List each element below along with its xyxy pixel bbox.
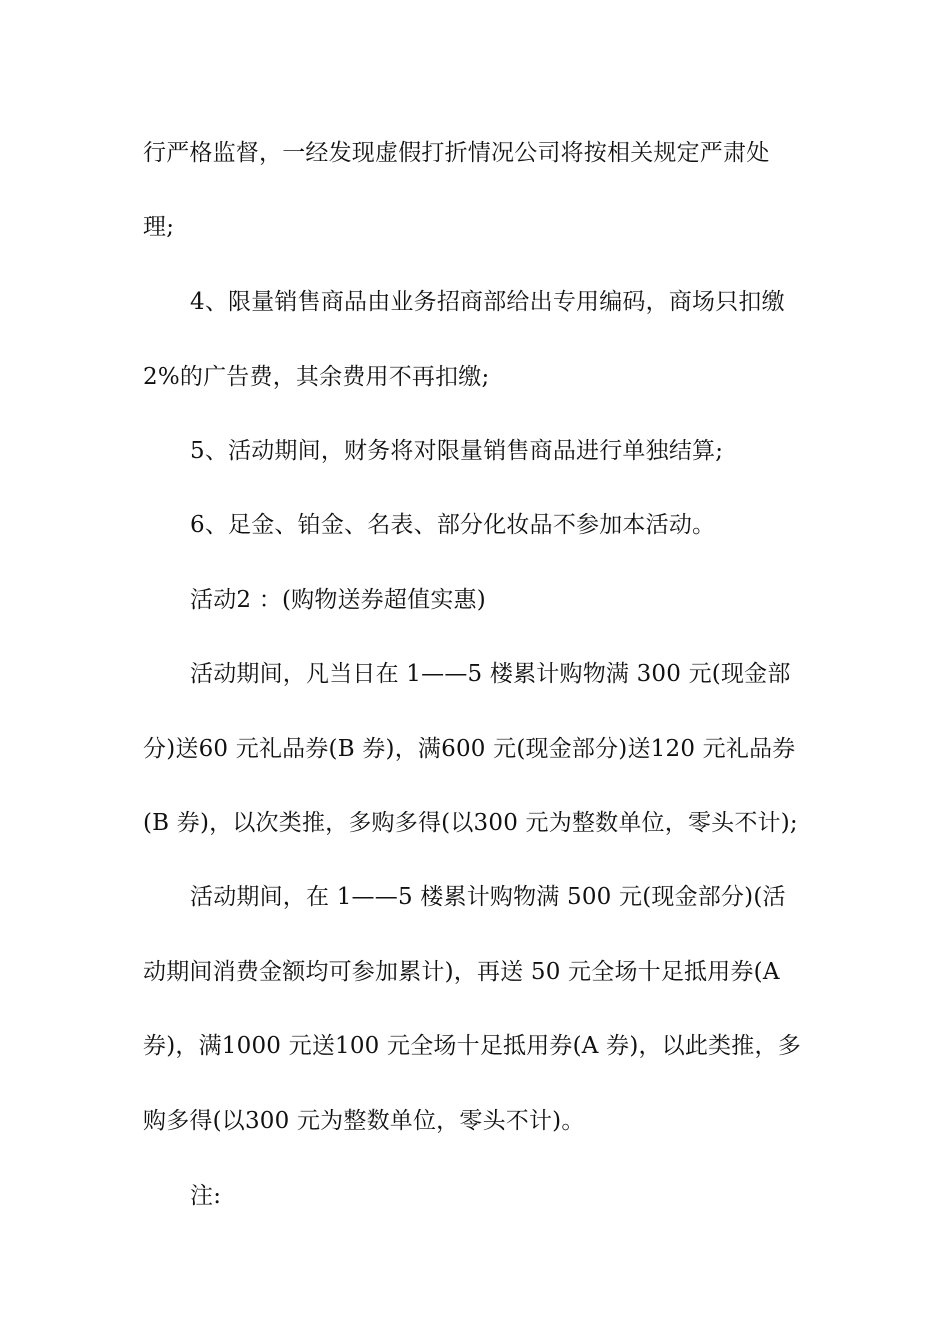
paragraph-line: 4、限量销售商品由业务招商部给出专用编码，商场只扣缴 [190, 289, 785, 315]
paragraph-line: (B 券)，以次类推，多购多得(以300 元为整数单位，零头不计); [143, 810, 798, 836]
paragraph-line: 5、活动期间，财务将对限量销售商品进行单独结算; [190, 438, 724, 464]
paragraph-line: 动期间消费金额均可参加累计)，再送 50 元全场十足抵用券(A [143, 959, 780, 985]
paragraph-line: 购多得(以300 元为整数单位，零头不计)。 [143, 1108, 585, 1134]
paragraph-line: 分)送60 元礼品券(B 券)，满600 元(现金部分)送120 元礼品券 [143, 736, 796, 762]
paragraph-line: 活动期间，凡当日在 1——5 楼累计购物满 300 元(现金部 [190, 661, 791, 687]
paragraph-line: 2%的广告费，其余费用不再扣缴; [143, 364, 490, 390]
paragraph-line: 理; [143, 214, 175, 240]
paragraph-line: 6、足金、铂金、名表、部分化妆品不参加本活动。 [190, 512, 716, 538]
paragraph-line: 券)，满1000 元送100 元全场十足抵用券(A 券)，以此类推，多 [143, 1033, 801, 1059]
paragraph-line: 活动期间，在 1——5 楼累计购物满 500 元(现金部分)(活 [190, 884, 786, 910]
section-heading: 活动2 ：(购物送券超值实惠) [190, 587, 486, 613]
note-label: 注: [190, 1183, 222, 1209]
paragraph-line: 行严格监督，一经发现虚假打折情况公司将按相关规定严肃处 [143, 140, 770, 166]
